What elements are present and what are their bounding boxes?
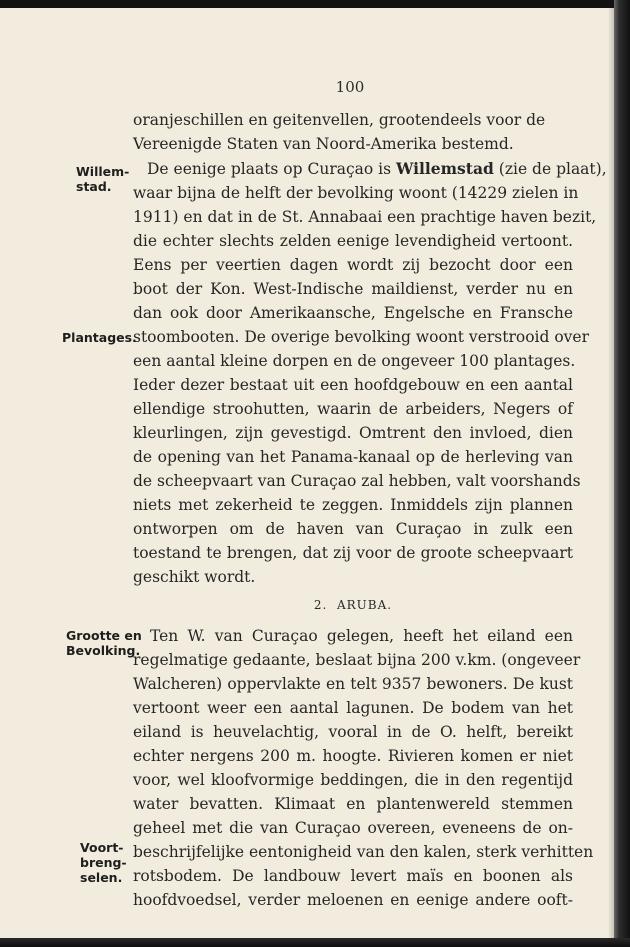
text-line: rotsbodem. De landbouw levert maïs en boonen als [133, 867, 573, 885]
text-line: boot der Kon. West-Indische maildienst, verder nu en [133, 280, 573, 298]
text-line: voor, wel kloofvormige beddingen, die in den regentijd [133, 771, 573, 789]
margin-note-line: stad. [76, 179, 112, 194]
section-title: ARUBA. [336, 598, 393, 612]
text-line: Ten W. van Curaçao gelegen, heeft het eiland een [150, 627, 573, 645]
text-line: vertoont weer een aantal lagunen. De bodem van het [133, 699, 573, 717]
text-line: eiland is heuvelachtig, vooral in de O. helft, bereikt [133, 723, 573, 741]
margin-note-grootte [66, 628, 142, 658]
margin-note-line: Bevolking. [66, 643, 141, 658]
scan-border [0, 938, 630, 947]
text-line: toestand te brengen, dat zij voor de groote scheepvaart [133, 544, 573, 562]
text-line: Eens per veertien dagen wordt zij bezocht door een [133, 256, 573, 274]
text-line: geschikt wordt. [133, 568, 256, 586]
text-line: een aantal kleine dorpen en de ongeveer 100 plantages. [133, 352, 576, 370]
text-line: hoofdvoedsel, verder meloenen en eenige andere ooft- [133, 891, 573, 909]
text-line: geheel met die van Curaçao overeen, eveneens de on- [133, 819, 573, 837]
text-line: echter nergens 200 m. hoogte. Rivieren komen er niet [133, 747, 573, 765]
margin-note-line: selen. [80, 870, 123, 885]
page-number: 100 [335, 78, 365, 96]
text-line: de scheepvaart van Curaçao zal hebben, valt voorshands [133, 472, 581, 490]
section-number: 2. [313, 598, 328, 612]
place-name-willemstad: Willemstad [396, 159, 494, 178]
book-edge [614, 0, 630, 947]
margin-note-line: Grootte en [66, 628, 142, 643]
text-line: beschrijfelijke eentonigheid van den kalen, sterk verhitten [133, 843, 594, 861]
text-line: water bevatten. Klimaat en plantenwereld stemmen [133, 795, 573, 813]
text-line: de opening van het Panama-kanaal op de herleving van [133, 448, 573, 466]
text-line: ellendige stroohutten, waarin de arbeiders, Negers of [133, 400, 573, 418]
margin-note-willemstad [76, 164, 148, 194]
book-page [0, 8, 614, 938]
margin-note-line: breng- [80, 855, 127, 870]
text-line-willemstad [147, 158, 607, 180]
margin-note-voortbrengselen [80, 840, 152, 885]
text-line: stoombooten. De overige bevolking woont verstrooid over [133, 328, 590, 346]
text-line: oranjeschillen en geitenvellen, grootendeels voor de [133, 111, 546, 129]
text-line: Vereenigde Staten van Noord-Amerika bestemd. [133, 135, 514, 153]
text-line: Walcheren) oppervlakte en telt 9357 bewoners. De kust [133, 675, 573, 693]
text-line: die echter slechts zelden eenige levendigheid vertoont. [133, 232, 573, 250]
text-line: 1911) en dat in de St. Annabaai een prachtige haven bezit, [133, 208, 597, 226]
text-line: ontworpen om de haven van Curaçao in zulk een [133, 520, 573, 538]
margin-note-plantages: Plantages. [62, 330, 137, 345]
text-line: Ieder dezer bestaat uit een hoofdgebouw en een aantal [133, 376, 573, 394]
section-heading [133, 598, 573, 612]
margin-note-line: Willem- [76, 164, 130, 179]
text-segment: (zie de plaat), [493, 160, 607, 178]
text-line: waar bijna de helft der bevolking woont (14229 zielen in [133, 184, 579, 202]
text-segment: De eenige plaats op Curaçao is [147, 160, 396, 178]
text-line: regelmatige gedaante, beslaat bijna 200 v.km. (ongeveer [133, 651, 581, 669]
text-line: niets met zekerheid te zeggen. Inmiddels zijn plannen [133, 496, 573, 514]
text-line: dan ook door Amerikaansche, Engelsche en Fransche [133, 304, 573, 322]
text-line: kleurlingen, zijn gevestigd. Omtrent den invloed, dien [133, 424, 573, 442]
margin-note-line: Voort- [80, 840, 124, 855]
